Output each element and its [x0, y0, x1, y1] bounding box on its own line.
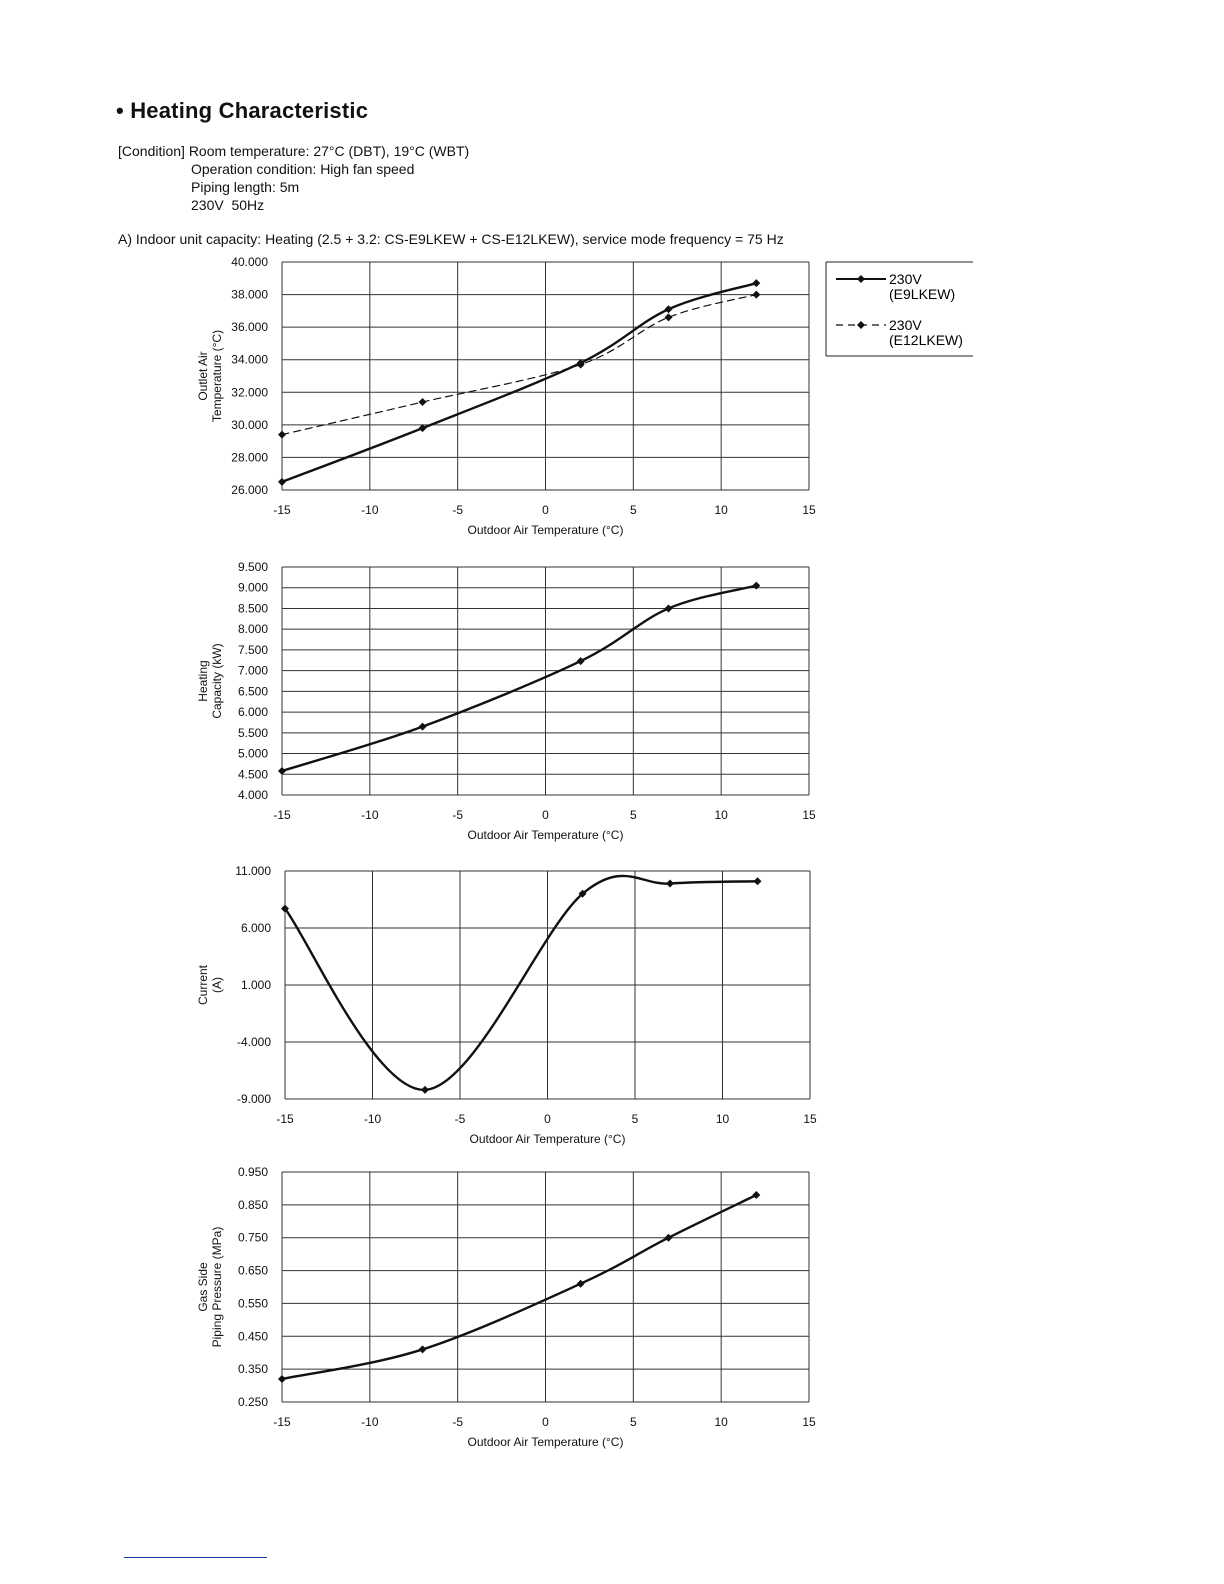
x-tick-label: -10 — [363, 1112, 382, 1126]
condition-line-power: 230V 50Hz — [191, 197, 265, 213]
x-tick-label: 10 — [714, 1415, 728, 1429]
chart-section-subtitle: A) Indoor unit capacity: Heating (2.5 + 3.2: CS-E9LKEW + CS-E12LKEW), service mode frequency = 75 Hz — [118, 231, 784, 247]
page-title: • Heating Characteristic — [116, 98, 369, 123]
x-tick-label: 5 — [631, 1112, 639, 1126]
y-tick-label: 9.000 — [237, 580, 268, 595]
x-tick-label: 15 — [802, 808, 816, 822]
legend — [826, 262, 973, 356]
y-tick-label: -4.000 — [236, 1035, 271, 1049]
data-point-marker — [752, 582, 760, 590]
y-tick-label: 7.000 — [237, 663, 268, 678]
legend-item-e9lkew — [836, 271, 955, 302]
data-point-marker — [278, 767, 286, 775]
y-tick-label: 36.000 — [231, 320, 268, 335]
y-tick-label: 0.950 — [237, 1165, 268, 1179]
data-point-marker — [752, 1191, 760, 1199]
data-point-marker — [664, 1234, 672, 1242]
data-point-marker — [278, 431, 286, 439]
legend-item-e12lkew — [836, 317, 963, 348]
x-tick-label: 10 — [714, 503, 728, 517]
chart-4 — [196, 1165, 816, 1449]
y-axis-label-line: Current — [196, 964, 210, 1006]
y-tick-label: 26.000 — [231, 483, 268, 497]
x-tick-label: 15 — [802, 503, 816, 517]
x-tick-label: -15 — [273, 503, 291, 517]
y-tick-label: 4.500 — [237, 767, 268, 782]
x-tick-label: 5 — [629, 503, 637, 517]
data-point-marker — [419, 1345, 427, 1353]
y-tick-label: 0.450 — [237, 1329, 268, 1344]
y-tick-label: 6.000 — [237, 705, 268, 720]
series-line-1 — [282, 586, 756, 771]
legend-marker-diamond — [857, 321, 865, 329]
y-axis-label-line: (A) — [210, 977, 224, 993]
data-point-marker — [278, 1375, 286, 1383]
y-tick-label: 7.500 — [237, 642, 268, 657]
x-axis-label: Outdoor Air Temperature (°C) — [467, 1435, 624, 1449]
y-tick-label: 8.500 — [237, 601, 268, 616]
y-tick-label: -9.000 — [236, 1092, 271, 1106]
y-tick-label: 9.500 — [237, 560, 268, 574]
y-tick-label: 11.000 — [235, 864, 271, 878]
legend-label-e9lkew-1: 230V — [889, 271, 922, 287]
y-tick-label: 28.000 — [231, 450, 268, 465]
y-tick-label: 32.000 — [231, 385, 268, 400]
x-tick-label: 0 — [542, 503, 549, 517]
y-tick-label: 30.000 — [231, 417, 268, 432]
series-line-1 — [282, 1195, 756, 1379]
x-tick-label: -5 — [454, 1112, 466, 1126]
x-tick-label: 10 — [715, 1112, 730, 1126]
condition-line-operation: Operation condition: High fan speed — [191, 161, 415, 177]
y-tick-label: 6.000 — [240, 921, 271, 935]
data-point-marker — [664, 313, 672, 321]
x-tick-label: 10 — [714, 808, 728, 822]
data-point-marker — [664, 305, 672, 313]
y-axis-label — [196, 964, 224, 1005]
data-point-marker — [752, 291, 760, 299]
y-tick-label: 0.550 — [237, 1296, 268, 1311]
data-point-marker — [666, 880, 674, 888]
y-axis-label-line: Gas Side — [196, 1262, 210, 1312]
x-axis-label: Outdoor Air Temperature (°C) — [467, 828, 624, 842]
x-axis-label: Outdoor Air Temperature (°C) — [469, 1132, 626, 1146]
x-tick-label: -10 — [361, 503, 379, 517]
condition-line-room: [Condition] Room temperature: 27°C (DBT), 19°C (WBT) — [118, 143, 470, 159]
x-tick-label: -10 — [361, 808, 379, 822]
y-axis-label-line: Temperature (°C) — [210, 329, 224, 423]
x-axis-label: Outdoor Air Temperature (°C) — [467, 523, 624, 537]
data-point-marker — [419, 398, 427, 406]
data-point-marker — [577, 1280, 585, 1288]
y-axis-label-line: Capacity (kW) — [210, 643, 224, 719]
y-tick-label: 4.000 — [237, 788, 268, 802]
x-tick-label: -15 — [276, 1112, 294, 1126]
x-tick-label: 0 — [542, 1415, 549, 1429]
data-point-marker — [419, 723, 427, 731]
y-tick-label: 0.350 — [237, 1362, 268, 1377]
x-tick-label: 5 — [629, 808, 637, 822]
x-tick-label: 15 — [803, 1112, 817, 1126]
y-tick-label: 34.000 — [231, 352, 268, 367]
x-tick-label: 0 — [544, 1112, 551, 1126]
data-point-marker — [752, 279, 760, 287]
x-tick-label: -5 — [452, 1415, 464, 1429]
y-axis-label — [196, 330, 224, 422]
data-point-marker — [754, 877, 762, 885]
legend-label-e12lkew-1: 230V — [889, 317, 922, 333]
y-axis-label-line: Piping Pressure (MPa) — [210, 1226, 224, 1348]
x-tick-label: 15 — [802, 1415, 816, 1429]
y-axis-label-line: Heating — [196, 660, 210, 702]
y-tick-label: 1.000 — [240, 978, 271, 992]
x-tick-label: 0 — [542, 808, 549, 822]
x-tick-label: -10 — [361, 1415, 379, 1429]
y-axis-label — [196, 643, 224, 718]
series-line-2 — [282, 295, 756, 435]
y-tick-label: 38.000 — [231, 287, 268, 302]
legend-label-e9lkew-2: (E9LKEW) — [889, 286, 956, 302]
data-point-marker — [421, 1086, 429, 1094]
x-tick-label: -15 — [273, 1415, 291, 1429]
legend-marker-diamond — [857, 275, 865, 283]
chart-2 — [196, 560, 816, 842]
series-line-1 — [282, 283, 756, 482]
condition-line-piping: Piping length: 5m — [191, 179, 300, 195]
x-tick-label: -15 — [273, 808, 291, 822]
chart-1 — [196, 255, 816, 537]
y-tick-label: 0.650 — [237, 1263, 268, 1278]
chart-3 — [196, 864, 817, 1146]
x-tick-label: -5 — [452, 808, 464, 822]
y-tick-label: 6.500 — [237, 684, 268, 699]
x-tick-label: -5 — [452, 503, 464, 517]
data-point-marker — [577, 657, 585, 665]
y-tick-label: 40.000 — [231, 255, 268, 269]
y-axis-label — [196, 1227, 224, 1348]
y-tick-label: 8.000 — [237, 622, 268, 637]
x-tick-label: 5 — [629, 1415, 637, 1429]
series-line-1 — [285, 876, 758, 1090]
y-tick-label: 0.250 — [237, 1395, 268, 1409]
legend-label-e12lkew-2: (E12LKEW) — [889, 332, 963, 348]
data-point-marker — [664, 604, 672, 612]
footer-rule — [124, 1557, 267, 1558]
y-tick-label: 5.000 — [237, 746, 268, 761]
y-axis-label-line: Outlet Air — [196, 351, 210, 401]
y-tick-label: 0.850 — [237, 1197, 268, 1212]
y-tick-label: 5.500 — [237, 725, 268, 740]
y-tick-label: 0.750 — [237, 1230, 268, 1245]
data-point-marker — [278, 478, 286, 486]
